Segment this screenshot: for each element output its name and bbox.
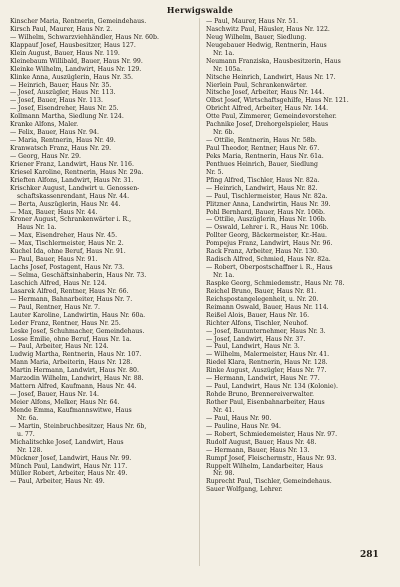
directory-entry: Meier Alfons, Melker, Haus Nr. 64. bbox=[10, 399, 120, 406]
directory-entry: Raspke Georg, Schmiedemstr., Haus Nr. 78. bbox=[206, 279, 345, 287]
directory-entry: Radisch Alfred, Schmied, Haus Nr. 82a. bbox=[206, 256, 331, 264]
directory-entry: Obricht Alfred, Arbeiter, Haus Nr. 144. bbox=[206, 105, 329, 113]
directory-entry: — Wilhelm, Malermeister, Haus Nr. 41. bbox=[206, 351, 330, 359]
directory-entry: Neumann Franziska, Hausbesitzerin, Haus bbox=[206, 57, 341, 65]
directory-entry: Neug Wilhelm, Bauer, Siedlung. bbox=[206, 33, 307, 41]
directory-entry: Mattern Alfred, Kaufmann, Haus Nr. 44. bbox=[10, 383, 137, 391]
directory-entry: — Hermann, Bahnarbeiter, Haus Nr. 7. bbox=[10, 295, 133, 303]
directory-entry: Mann Maria, Arbeiterin, Haus Nr. 128. bbox=[10, 359, 133, 367]
directory-entry: — Felix, Bauer, Haus Nr. 94. bbox=[10, 129, 99, 137]
directory-entry: Müller Robert, Arbeiter, Haus Nr. 49. bbox=[10, 470, 128, 478]
directory-entry: — Max, Bauer, Haus Nr. 44. bbox=[10, 208, 98, 216]
page-number: 281 bbox=[360, 550, 379, 560]
directory-entry: Nr. 6a. bbox=[17, 414, 39, 422]
directory-entry: — Max, Tischlermeister, Haus Nr. 2. bbox=[10, 240, 124, 248]
directory-entry: Olbst Josef, Wirtschaftsgehilfe, Haus Nr. 121. bbox=[206, 97, 349, 105]
directory-entry: — Heinrich, Bauer, Haus Nr. 35. bbox=[10, 81, 112, 89]
directory-entry: Ruprecht Paul, Tischler, Gemeindehaus. bbox=[206, 478, 332, 486]
directory-entry: Pollter Georg, Bäckermeister, Kr.-Hau. bbox=[206, 232, 327, 240]
directory-entry: Münch Paul, Landwirt, Haus Nr. 117. bbox=[10, 462, 128, 470]
directory-entry: — Berta, Auszüglerin, Haus Nr. 44. bbox=[10, 200, 121, 208]
directory-entry: Pohl Bernhard, Bauer, Haus Nr. 106b. bbox=[206, 208, 325, 216]
directory-entry: — Paul, Haus Nr. 90. bbox=[206, 414, 272, 422]
directory-entry: Kinscher Maria, Rentnerin, Gemeindehaus. bbox=[10, 18, 147, 25]
directory-entry: Nr. 41. bbox=[213, 406, 235, 414]
directory-entry: — Max, Eisendreher, Haus Nr. 45. bbox=[10, 232, 118, 240]
directory-entry: — Ottilie, Rentnerin, Haus Nr. 58b. bbox=[206, 137, 317, 145]
directory-entry: Reimann Oswald, Bauer, Haus Nr. 114. bbox=[206, 303, 329, 311]
directory-entry: Mückner Josef, Landwirt, Haus Nr. 99. bbox=[10, 454, 132, 462]
directory-entry: Naschwitz Paul, Häusler, Haus Nr. 122. bbox=[206, 25, 330, 33]
directory-entry: — Paul, Maurer, Haus Nr. 51. bbox=[206, 18, 299, 25]
directory-entry: Krischker August, Landwirt u. Genossen- bbox=[10, 184, 140, 192]
directory-entry: Martin Hermann, Landwirt, Haus Nr. 80. bbox=[10, 367, 139, 375]
directory-entry: Rumpf Josef, Fleischermstr., Haus Nr. 93. bbox=[206, 454, 337, 462]
directory-entry: Sauer Wolfgang, Lehrer. bbox=[206, 486, 283, 494]
directory-entry: Rack Franz, Arbeiter, Haus Nr. 130. bbox=[206, 248, 319, 256]
directory-entry: — Hermann, Bauer, Haus Nr. 13. bbox=[206, 446, 310, 454]
directory-entry: Klinke Anna, Auszüglerin, Haus Nr. 35. bbox=[10, 73, 134, 81]
directory-entry: Nitsche Heinrich, Landwirt, Haus Nr. 17. bbox=[206, 73, 336, 81]
directory-entry: Lachs Josef, Postagent, Haus Nr. 73. bbox=[10, 264, 125, 272]
directory-entry: Ludwig Martha, Rentnerin, Haus Nr. 107. bbox=[10, 351, 142, 359]
directory-entry: Rinke August, Auszügler, Haus Nr. 77. bbox=[206, 367, 327, 375]
directory-entry: — Paul, Bauer, Haus Nr. 91. bbox=[10, 256, 98, 264]
directory-entry: Pachnike Josef, Drehorgelspieler, Haus bbox=[206, 121, 329, 129]
directory-entry: Nitsche Josef, Arbeiter, Haus Nr. 144. bbox=[206, 89, 325, 97]
directory-entry: — Wilhelm, Schwarzviehhändler, Haus Nr. 60b. bbox=[10, 33, 159, 41]
directory-entry: u. 77. bbox=[17, 430, 35, 438]
directory-entry: Reichel Bruno, Bauer, Haus Nr. 81. bbox=[206, 287, 317, 295]
directory-entry: Ruppelt Wilhelm, Landarbeiter, Haus bbox=[206, 462, 323, 470]
directory-entry: Nr. 98. bbox=[213, 470, 235, 478]
left-column bbox=[10, 18, 194, 486]
directory-entry: — Paul, Landwirt, Haus Nr. 134 (Kolonie). bbox=[206, 383, 338, 391]
directory-entry: Lauter Karoline, Landwirtin, Haus Nr. 60a. bbox=[10, 311, 146, 319]
directory-entry: — Robert, Oberpostschaffner i. R., Haus bbox=[206, 264, 333, 272]
directory-entry: — Paul, Rentner, Haus Nr. 7. bbox=[10, 303, 101, 311]
directory-entry: Nr. 105a. bbox=[213, 65, 243, 73]
directory-entry: Klappauf Josef, Hausbesitzer, Haus 127. bbox=[10, 41, 136, 49]
directory-entry: Kranke Alfons, Maler. bbox=[10, 121, 79, 129]
directory-entry: — Selma, Geschäftsinhaberin, Haus Nr. 73. bbox=[10, 272, 147, 279]
directory-entry: Kriener Franz, Landwirt, Haus Nr. 116. bbox=[10, 160, 134, 168]
directory-entry: — Paul, Tischlermeister, Haus Nr. 82a. bbox=[206, 192, 328, 200]
directory-entry: Paul Theodor, Rentner, Haus Nr. 67. bbox=[206, 145, 320, 152]
directory-entry: — Josef, Bauer, Haus Nr. 113. bbox=[10, 97, 103, 105]
directory-entry: Pompejus Franz, Landwirt, Haus Nr. 96. bbox=[206, 240, 333, 248]
directory-entry: Richter Alfons, Tischler, Neuhof. bbox=[206, 319, 309, 327]
directory-entry: Nr. 6b. bbox=[213, 129, 235, 137]
directory-entry: — Robert, Schmiedemeister, Haus Nr. 97. bbox=[206, 430, 338, 438]
directory-entry: Losse Emilie, ohne Beruf, Haus Nr. 1a. bbox=[10, 335, 132, 343]
right-column bbox=[206, 18, 390, 494]
directory-entry: Reichspostangelegenheit, u. Nr. 20. bbox=[206, 295, 319, 303]
directory-entry: — Ottilie, Auszüglerin, Haus Nr. 106b. bbox=[206, 216, 327, 224]
directory-entry: Kranwatsch Franz, Haus Nr. 29. bbox=[10, 145, 112, 152]
directory-entry: Nr. 1a. bbox=[213, 272, 235, 279]
directory-entry: Leder Franz, Rentner, Haus Nr. 25. bbox=[10, 319, 121, 327]
directory-entry: — Maria, Rentnerin, Haus Nr. 49. bbox=[10, 137, 116, 145]
directory-entry: Michalitschke Josef, Landwirt, Haus bbox=[10, 438, 124, 446]
directory-entry: Haus Nr. 1a. bbox=[17, 224, 57, 232]
directory-entry: Nr. 128. bbox=[17, 446, 43, 454]
directory-entry: Penthues Heinrich, Bauer, Siedlung bbox=[206, 160, 318, 168]
directory-entry: Nierlein Paul, Schrankenwärter. bbox=[206, 81, 308, 89]
directory-entry: — Josef, Bauunternehmer, Haus Nr. 3. bbox=[206, 327, 326, 335]
directory-entry: Reißel Alois, Bauer, Haus Nr. 16. bbox=[206, 311, 310, 319]
directory-entry: — Paul, Arbeiter, Haus Nr. 49. bbox=[10, 478, 105, 486]
directory-entry: — Martin, Steinbruchbesitzer, Haus Nr. 6b, bbox=[10, 422, 147, 430]
directory-entry: — Oswald, Lehrer i. R., Haus Nr. 106b. bbox=[206, 224, 329, 232]
directory-entry: — Pauline, Haus Nr. 94. bbox=[206, 422, 281, 430]
directory-entry: — Paul, Arbeiter, Haus Nr. 124. bbox=[10, 343, 109, 351]
directory-entry: — Heinrich, Landwirt, Haus Nr. 82. bbox=[206, 184, 318, 192]
directory-entry: Pfing Alfred, Tischler, Haus Nr. 82a. bbox=[206, 176, 320, 184]
directory-entry: Nr. 5. bbox=[206, 168, 224, 176]
directory-entry: Nr. 1a. bbox=[213, 49, 235, 57]
directory-entry: Rudolf August, Bauer, Haus Nr. 48. bbox=[206, 438, 317, 446]
directory-entry: Laschich Alfred, Haus Nr. 124. bbox=[10, 279, 107, 287]
directory-entry: Lasarek Alfred, Rentner, Haus Nr. 66. bbox=[10, 287, 129, 295]
directory-entry: Kuchel Ida, ohne Beruf, Haus Nr. 91. bbox=[10, 248, 126, 256]
directory-entry: Rother Paul, Eisenbahnarbeiter, Haus bbox=[206, 399, 325, 406]
directory-entry: — Hermann, Landwirt, Haus Nr. 77. bbox=[206, 375, 320, 383]
directory-entry: Klein August, Bauer, Haus Nr. 119. bbox=[10, 49, 120, 57]
page-header: Herwigswalde bbox=[166, 5, 234, 15]
directory-entry: Neugebauer Hedwig, Rentnerin, Haus bbox=[206, 41, 327, 49]
directory-entry: Kleinke Wilhelm, Landwirt, Haus Nr. 129. bbox=[10, 65, 142, 73]
directory-entry: — Josef, Auszügler, Haus Nr. 113. bbox=[10, 89, 116, 97]
directory-entry: Kroner August, Schrankenwärter i. R., bbox=[10, 216, 132, 224]
directory-entry: — Josef, Landwirt, Haus Nr. 37. bbox=[206, 335, 306, 343]
directory-entry: Rohde Bruno, Brennereiverwalter. bbox=[206, 391, 314, 399]
directory-entry: — Georg, Haus Nr. 29. bbox=[10, 152, 82, 160]
directory-entry: Kirsch Paul, Maurer, Haus Nr. 2. bbox=[10, 25, 113, 33]
directory-entry: Leske Josef, Schuhmacher, Gemeindehaus. bbox=[10, 327, 145, 335]
directory-entry: — Paul, Landwirt, Haus Nr. 3. bbox=[206, 343, 300, 351]
directory-entry: — Josef, Eisendreher, Haus Nr. 25. bbox=[10, 105, 119, 113]
directory-entry: Krieften Alfons, Landwirt, Haus Nr. 31. bbox=[10, 176, 134, 184]
directory-entry: Kriesel Karoline, Rentnerin, Haus Nr. 29a. bbox=[10, 168, 144, 176]
directory-entry: Plitzner Anna, Landwirtin, Haus Nr. 39. bbox=[206, 200, 331, 208]
directory-entry: — Josef, Bauer, Haus Nr. 14. bbox=[10, 391, 99, 399]
directory-entry: Kollmann Martha, Siedlung Nr. 124. bbox=[10, 113, 124, 121]
directory-entry: Kleinebaum Willibald, Bauer, Haus Nr. 99. bbox=[10, 57, 143, 65]
directory-entry: Riedel Klara, Rentnerin, Haus Nr. 128. bbox=[206, 359, 328, 367]
directory-entry: Otte Paul, Zimmerer, Gemeindevorsteher. bbox=[206, 113, 337, 121]
column-divider bbox=[199, 18, 200, 566]
directory-entry: Peks Maria, Rentnerin, Haus Nr. 61a. bbox=[206, 152, 324, 160]
directory-entry: Mende Emma, Kaufmannswitwe, Haus bbox=[10, 406, 132, 414]
directory-entry: schaftskassenrendant, Haus Nr. 44. bbox=[17, 192, 130, 200]
directory-entry: Marzodin Wilhelm, Landwirt, Haus Nr. 88. bbox=[10, 375, 144, 383]
